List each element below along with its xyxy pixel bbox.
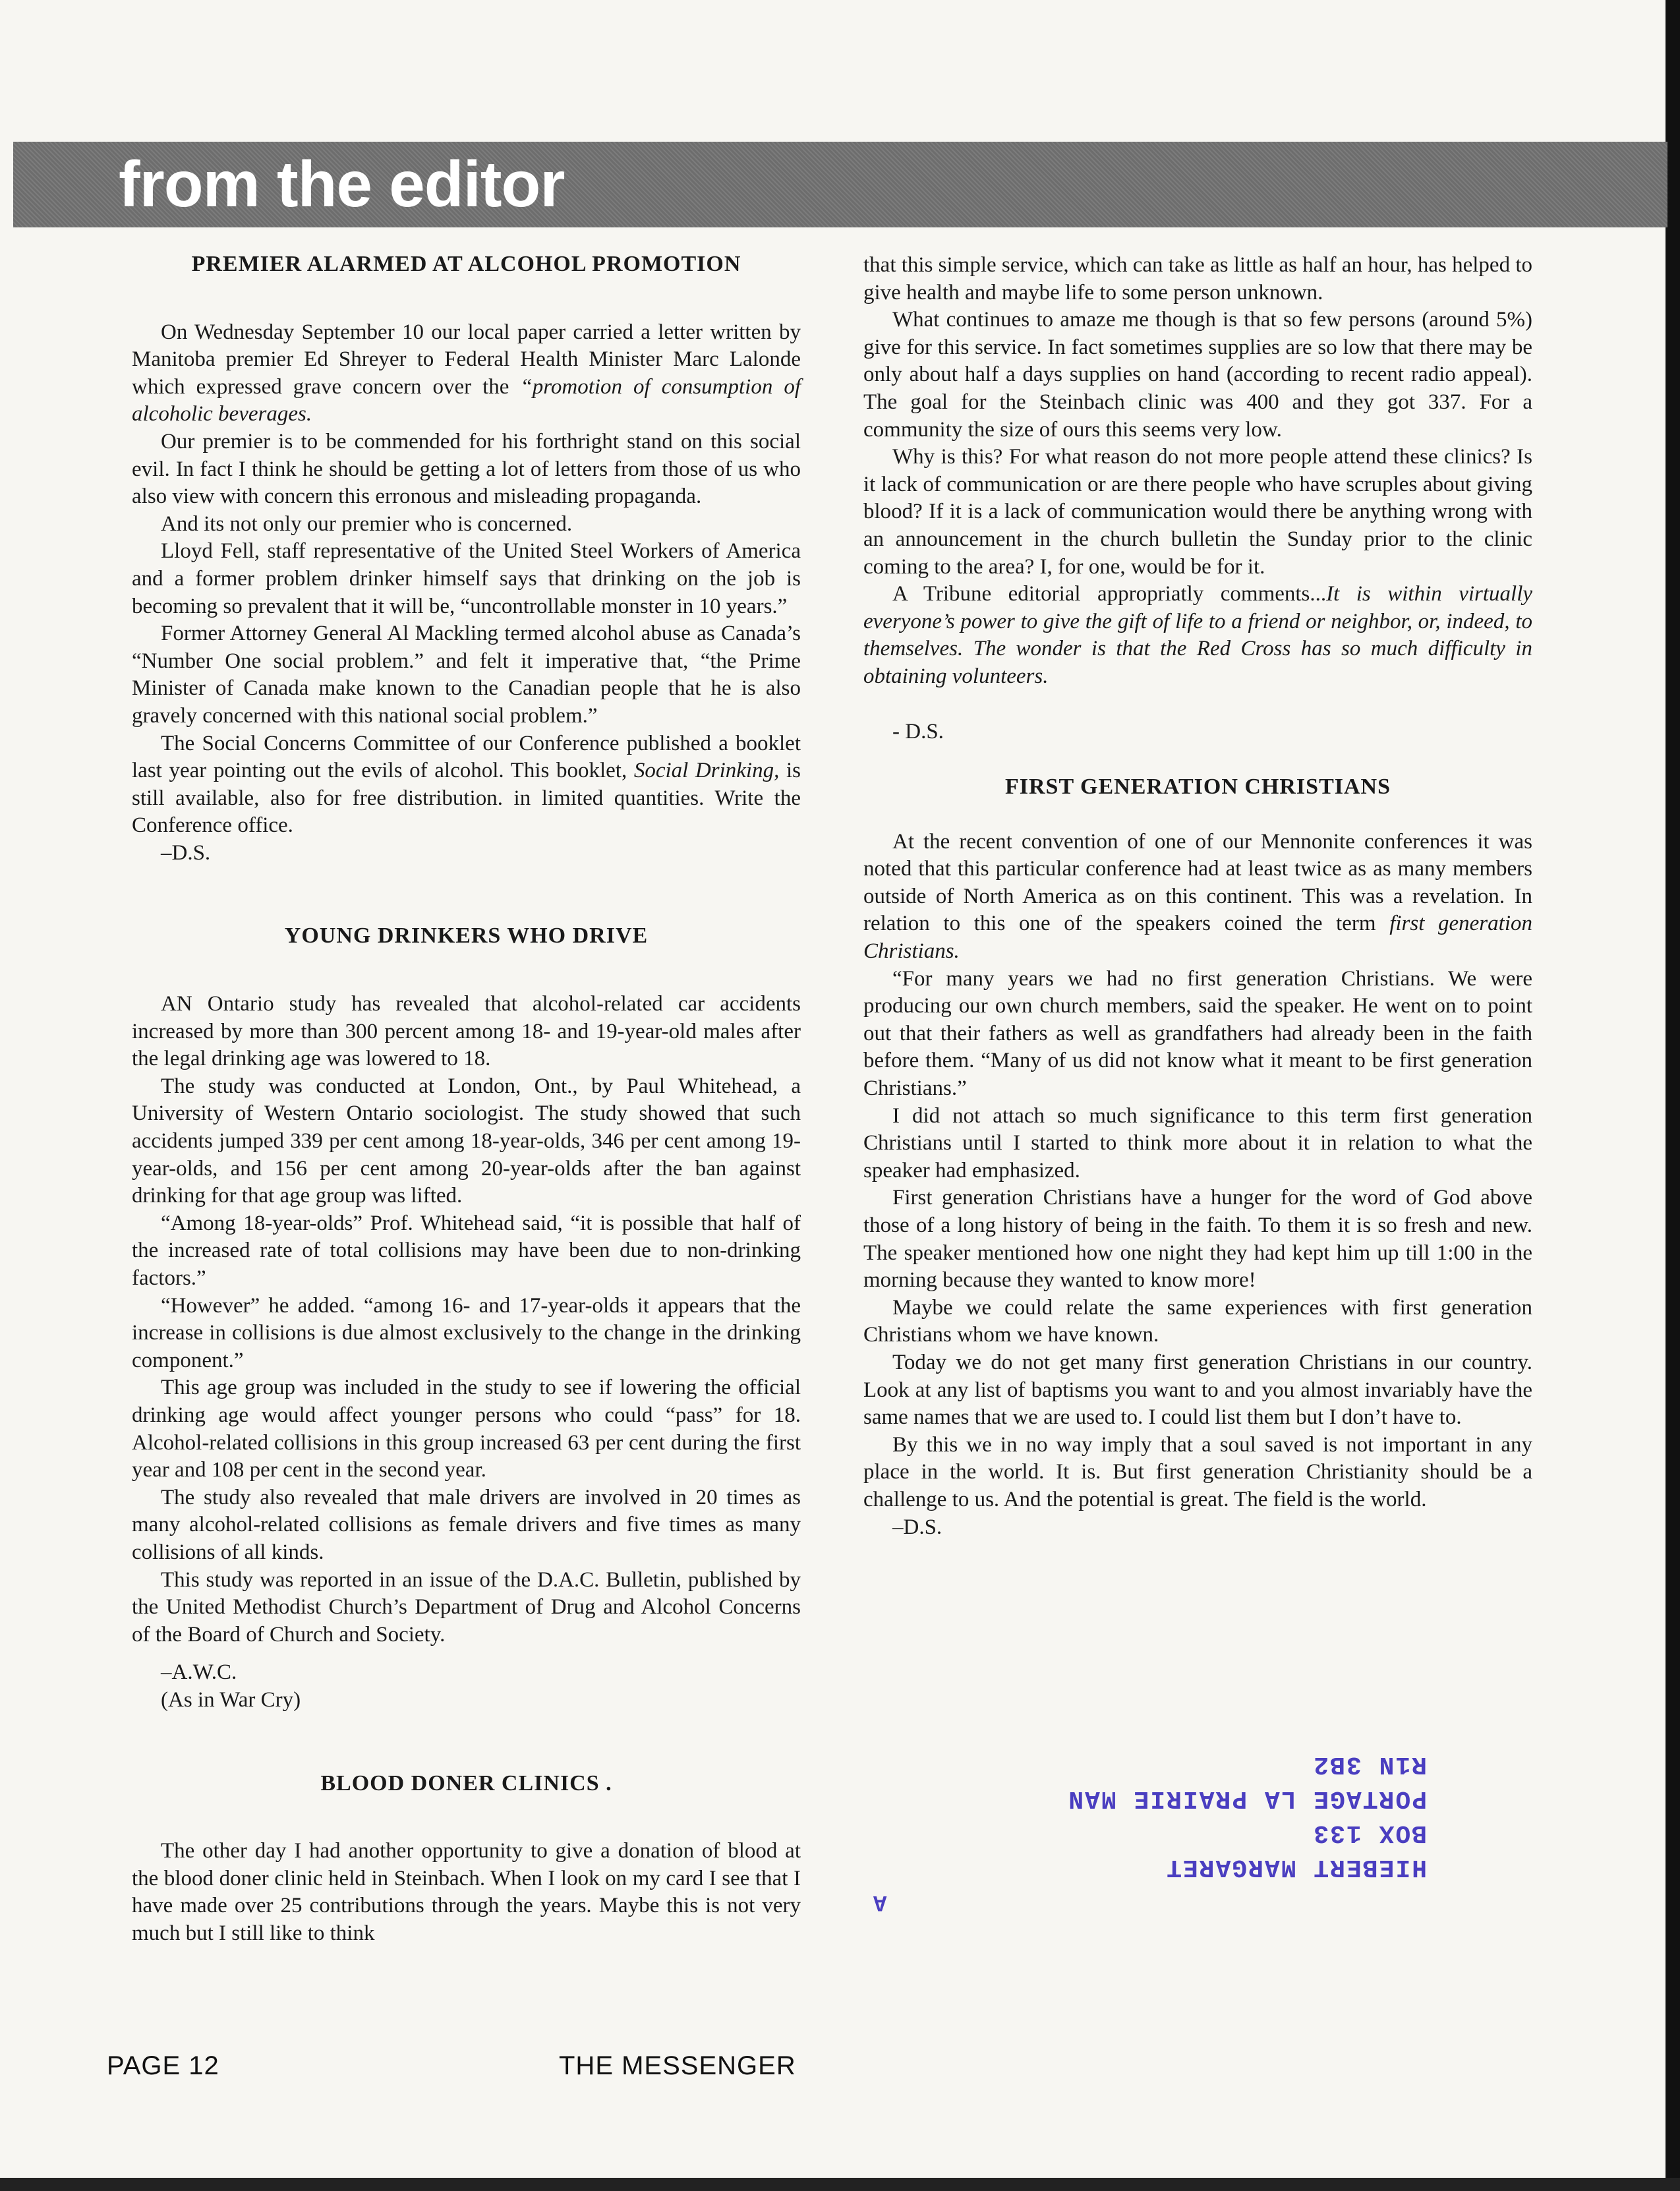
address-stamp — [1005, 1747, 1427, 1884]
paragraph: that this simple service, which can take as little as half an hour, has helped to give health and maybe life to some person unknown. — [863, 253, 1532, 305]
source-note: (As in War Cry) — [161, 1687, 301, 1712]
signature: - D.S. — [892, 719, 944, 744]
paragraph: At the recent convention of one of our Mennonite conferences it was noted that this particular conference had at least twice as as many members outside of North America as on this continent. This was a revelation. In relation to this one of the speakers coined the term first generation Christians. — [863, 829, 1532, 964]
paragraph: “Among 18-year-olds” Prof. Whitehead said, “it is possible that half of the increased rate of total collisions may have been due to non-drinking factors.” — [132, 1211, 801, 1290]
article-heading-young-drinkers: YOUNG DRINKERS WHO DRIVE — [284, 923, 649, 949]
signature: –D.S. — [892, 1515, 942, 1539]
paragraph: This age group was included in the study to see if lowering the official drinking age would affect younger persons who could “pass” for 18. Alcohol-related collisions in this group increased 63 per cent during the first year and 108 per cent in the second year. — [132, 1376, 801, 1482]
quote-italic: “promotion of consumption of alcoholic beverages. — [132, 374, 801, 426]
paragraph: What continues to amaze me though is that so few persons (around 5%) give for this service. In fact sometimes supplies are so low that there may be only about half a days supplies on hand (according to recent radio appeal). The goal for the Steinbach clinic was 400 and they got 337. For a community the size of ours this seems very low. — [863, 308, 1532, 442]
stamp-line: PORTAGE LA PRAIRIE MAN — [1067, 1784, 1427, 1813]
paragraph: By this we in no way imply that a soul saved is not important in any place in the world. It is. But first generation Christianity should be a challenge to us. And the potential is great. The field is the world. — [863, 1432, 1532, 1511]
article-heading-premier: PREMIER ALARMED AT ALCOHOL PROMOTION — [191, 252, 741, 276]
page-edge — [1666, 0, 1680, 2191]
paragraph: Today we do not get many first generation Christians in our country. Look at any list of baptisms you want to and you almost invariably have the same names that we are used to. I could list them but I don’t have to. — [863, 1350, 1532, 1430]
paragraph: Our premier is to be commended for his forthright stand on this social evil. In fact I think he should be getting a lot of letters from those of us who also view with concern this erronous and misleading propaganda. — [132, 429, 801, 509]
paragraph: First generation Christians have a hunger for the word of God above those of a long history of being in the faith. To them it is so fresh and new. The speaker mentioned how one night they had kept him up till 1:00 in the morning because they wanted to know more! — [863, 1186, 1532, 1293]
left-column — [132, 250, 801, 1947]
paragraph: “However” he added. “among 16- and 17-year-olds it appears that the increase in collisions is due almost exclusively to the change in the drinking component.” — [132, 1293, 801, 1372]
stamp-mark: A — [873, 1889, 887, 1914]
paragraph: Lloyd Fell, staff representative of the United Steel Workers of America and a former problem drinker himself says that drinking on the job is becoming so prevalent that it will be, “uncontrollable monster in 10 years.” — [132, 539, 801, 618]
paragraph: And its not only our premier who is concerned. — [161, 511, 573, 536]
signature: –A.W.C. — [161, 1660, 237, 1685]
stamp-line: HIEBERT MARGARET — [1165, 1853, 1427, 1881]
paragraph: On Wednesday September 10 our local paper carried a letter written by Manitoba premier Ed Shreyer to Federal Health Minister Marc Lalonde which expressed grave concern over the “promotion of consumption of alcoholic beverages. — [132, 320, 801, 426]
bottom-edge — [0, 2178, 1680, 2191]
article-heading-blood-clinics: BLOOD DONER CLINICS . — [320, 1770, 612, 1796]
paragraph: “For many years we had no first generation Christians. We were producing our own church members, said the speaker. He went on to point out that their fathers as well as grandfathers had already been in the faith before them. “Many of us did not know what it meant to be first generation Christians.” — [863, 966, 1532, 1101]
paragraph: The Social Concerns Committee of our Conference published a booklet last year pointing out the evils of alcohol. This booklet, Social Drinking, is still available, also for free distribution. in limited quantities. Write the Conference office. — [132, 731, 801, 838]
booklet-title: Social Drinking, — [633, 759, 780, 783]
paragraph: The study was conducted at London, Ont., by Paul Whitehead, a University of Western Ontario sociologist. The study showed that such accidents jumped 339 per cent among 18-year-olds, 346 per cent among 19-year-olds, and 156 per cent among 20-year-olds after the ban against drinking for that age group was lifted. — [132, 1074, 801, 1208]
quote-italic: It is within virtually everyone’s power to give the gift of life to a friend or neighbor, or, indeed, to themselves. The wonder is that the Red Cross has so much difficulty in obtaining volunteers. — [863, 582, 1533, 688]
article-heading-first-generation: FIRST GENERATION CHRISTIANS — [1005, 774, 1391, 800]
header-banner — [13, 142, 1667, 227]
publication-name: THE MESSENGER — [559, 2051, 796, 2080]
banner-title: from the editor — [119, 148, 565, 220]
page-number: PAGE 12 — [107, 2051, 219, 2080]
paragraph: This study was reported in an issue of the D.A.C. Bulletin, published by the United Methodist Church’s Department of Drug and Alcohol Concerns of the Board of Church and Society. — [132, 1567, 801, 1647]
paragraph: The study also revealed that male drivers are involved in 20 times as many alcohol-related collisions as female drivers and five times as many collisions of all kinds. — [132, 1485, 801, 1564]
stamp-line: BOX 133 — [1312, 1819, 1427, 1847]
paragraph: A Tribune editorial appropriatly comments...It is within virtually everyone’s power to give the gift of life to a friend or neighbor, or, indeed, to themselves. The wonder is that the Red Cross has so much difficulty in obtaining volunteers. — [863, 582, 1533, 688]
paragraph: The other day I had another opportunity to give a donation of blood at the blood doner clinic held in Steinbach. When I look on my card I see that I have made over 25 contributions through the years. Maybe this is not very much but I still like to think — [132, 1839, 801, 1945]
paragraph: Maybe we could relate the same experiences with first generation Christians whom we have known. — [863, 1295, 1532, 1347]
paragraph: I did not attach so much significance to this term first generation Christians until I started to think more about it in relation to what the speaker had emphasized. — [863, 1103, 1532, 1183]
stamp-line: R1N 3B2 — [1312, 1750, 1427, 1778]
paragraph: Former Attorney General Al Mackling termed alcohol abuse as Canada’s “Number One social problem.” and felt it imperative that, “the Prime Minister of Canada make known to the Canadian people that he is also gravely concerned with this national social problem.” — [132, 622, 801, 728]
paragraph: Why is this? For what reason do not more people attend these clinics? Is it lack of communication or are there people who have scruples about giving blood? If it is a lack of communication would there be anything wrong with an announcement in the church bulletin the Sunday prior to the clinic coming to the area? I, for one, would be for it. — [863, 445, 1532, 579]
signature: –D.S. — [161, 840, 211, 865]
paragraph: AN Ontario study has revealed that alcohol-related car accidents increased by more than 300 percent among 18- and 19-year-old males after the legal drinking age was lowered to 18. — [132, 992, 801, 1071]
right-column — [863, 252, 1532, 1541]
term-italic: first generation Christians. — [863, 912, 1532, 964]
